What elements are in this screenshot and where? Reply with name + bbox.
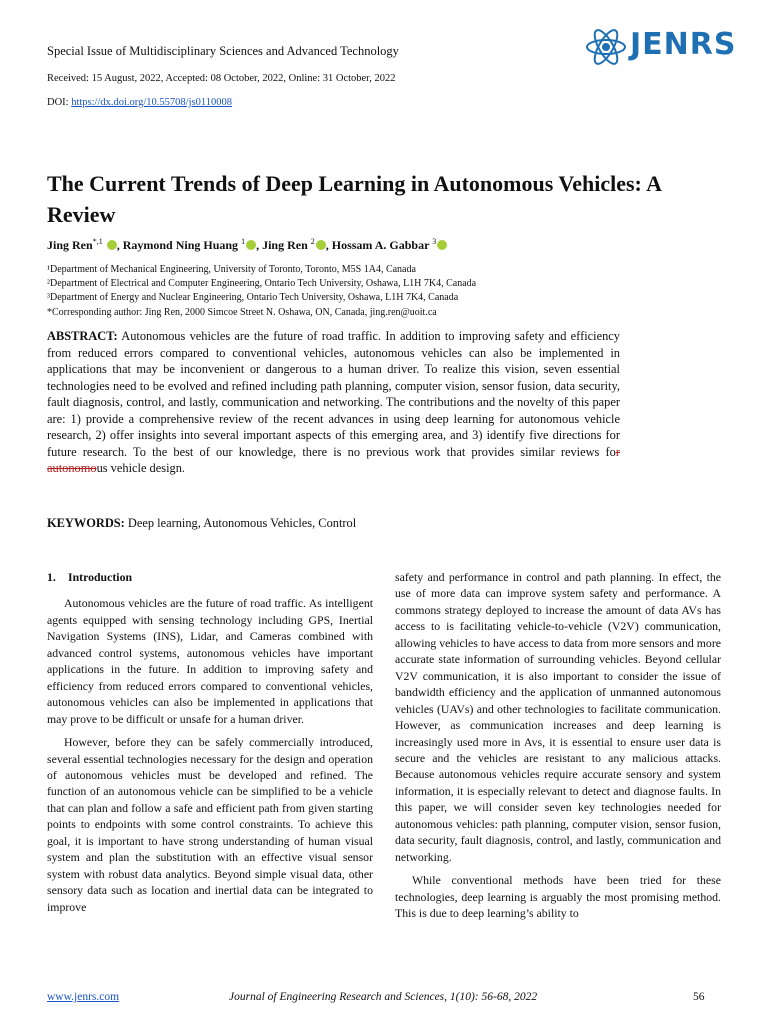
logo-text: JENRS [630, 27, 737, 62]
footer-website-link[interactable]: www.jenrs.com [47, 991, 120, 1003]
orcid-icon[interactable] [107, 240, 117, 250]
author-list: Jing Ren$^{*,1}$ , Raymond Ning Huang $^1$ , Jing Ren $^2$ , Hossam A. Gabbar $^3$ [47, 237, 447, 253]
author-affil-sup: 3 [432, 237, 437, 246]
journal-logo [584, 24, 737, 70]
section-title: Introduction [68, 570, 133, 584]
received-dates: Received: 15 August, 2022, Accepted: 08 October, 2022, Online: 31 October, 2022 [47, 73, 396, 84]
body-paragraph: However, before they can be safely commercially introduced, several essential technologies necessary for the design and operation of autonomous vehicles must be developed and refined. The function of an autonomous vehicle can be simplified to be a vehicle that can plan and follow a safe and efficient path from given starting points to endpoints with some control constraints. To achieve this goal, it is important to have strong understanding of human visual system and plan the substitution with an effective visual sensor system with robust data analytics. Beyond simple visual data, other sensory data such as location and inertial data can be integrated to improve [47, 735, 373, 914]
author-name: Hossam A. Gabbar [331, 238, 430, 252]
body-paragraph: Autonomous vehicles are the future of road traffic. As intelligent agents equipped with sensing technology including GPS, Inertial Navigation Systems (INS), Lidar, and Cameras combined with advanced control systems, autonomous vehicles have important applications in the future. In addition to improving safety and efficiency from reduced errors compared to conventional vehicles, autonomous vehicles can also be implemented in applications that may prove to be difficult or unsafe for a human driver. [47, 596, 373, 726]
abstract [47, 328, 620, 477]
author-name: Jing Ren [262, 238, 308, 252]
affiliation-line: ¹Department of Mechanical Engineering, University of Toronto, Toronto, M5S 1A4, Canada [47, 264, 416, 275]
author-name: Jing Ren [47, 238, 93, 252]
body-paragraph: safety and performance in control and path planning. In effect, the use of more data can improve system safety and performance. A commons strategy deployed to increase the amount of data AVs has access to is facilitating vehicle-to-vehicle (V2V) communication, allowing vehicles to have access to data from more sensors and more accurate state information of surrounding vehicles. Beyond cellular V2V communication, it is also important to consider the issue of bandwidth efficiency and the application of unmanned autonomous vehicles (UAVs) and other technologies to facilitate communication. However, as communication increases and deep learning is increasingly used more in Avs, it is essential to ensure user data is secure and the vehicles are resistant to any malicious attacks. Because autonomous vehicles require accurate sensory and system information, it is especially relevant to detect and diagnose faults. In this paper, we will consider seven key technologies needed for autonomous vehicles: path planning, computer vision, sensor fusion, data security, fault diagnosis, control, and lastly, communication and networking. [395, 570, 721, 864]
section-number: 1. [47, 570, 56, 584]
corresponding-author: *Corresponding author: Jing Ren, 2000 Simcoe Street N. Oshawa, ON, Canada, jing.ren@uoit.ca [47, 306, 437, 318]
abstract-tail: us vehicle design. [96, 461, 185, 476]
keywords [47, 516, 356, 531]
left-column [47, 569, 373, 922]
author-affil-sup: *,1 [92, 237, 103, 246]
footer-citation: Journal of Engineering Research and Sciences, 1(10): 56-68, 2022 [229, 991, 538, 1003]
affiliation-line: ²Department of Electrical and Computer Engineering, Ontario Tech University, Oshawa, L1H 7K4, Canada [47, 278, 477, 290]
atom-logo-icon [584, 24, 628, 70]
article-title: The Current Trends of Deep Learning in Autonomous Vehicles: A Review [47, 171, 661, 227]
author-affil-sup: 2 [310, 237, 315, 246]
abstract-text: Autonomous vehicles are the future of road traffic. In addition to improving safety and efficiency from reduced errors compared to conventional vehicles, autonomous vehicles can also be implemented in applications that may be inconvenient or dangerous to a human driver. To realize this vision, seven essential technologies need to be evolved and refined including path planning, computer vision, sensor fusion, data security, fault diagnosis, control, and lastly, communication and networking. The contributions and the novelty of this paper are: 1) provide a comprehensive review of the recent advances in using deep learning for autonomous vehicle research, 2) offer insights into several important aspects of this emerging area, and 3) identify five directions for future research. To the best of our knowledge, there is no previous work that provides similar reviews fo [47, 329, 620, 459]
abstract-label: ABSTRACT: [47, 329, 118, 343]
doi-link[interactable]: https://dx.doi.org/10.55708/js0110008 [71, 97, 232, 108]
page-number: 56 [693, 991, 705, 1003]
body-paragraph: While conventional methods have been tried for these technologies, deep learning is arguably the most promising method. This is due to deep learning’s ability to [395, 873, 721, 921]
doi-line [47, 97, 232, 108]
author-affil-sup: 1 [241, 237, 246, 246]
orcid-icon[interactable] [316, 240, 326, 250]
keywords-label: KEYWORDS: [47, 516, 125, 530]
author-name: Raymond Ning Huang [122, 238, 239, 252]
section-heading [47, 569, 373, 585]
right-column [395, 569, 721, 929]
orcid-icon[interactable] [246, 240, 256, 250]
affiliation-line: ³Department of Energy and Nuclear Engineering, Ontario Tech University, Oshawa, L1H 7K4, Canada [47, 292, 459, 304]
abstract-strikethrough: r autonomo [47, 444, 620, 476]
keywords-text: Deep learning, Autonomous Vehicles, Control [124, 516, 357, 530]
affiliations [47, 263, 476, 320]
orcid-icon[interactable] [437, 240, 447, 250]
journal-name: Special Issue of Multidisciplinary Sciences and Advanced Technology [47, 44, 399, 58]
doi-label: DOI: [47, 97, 69, 108]
